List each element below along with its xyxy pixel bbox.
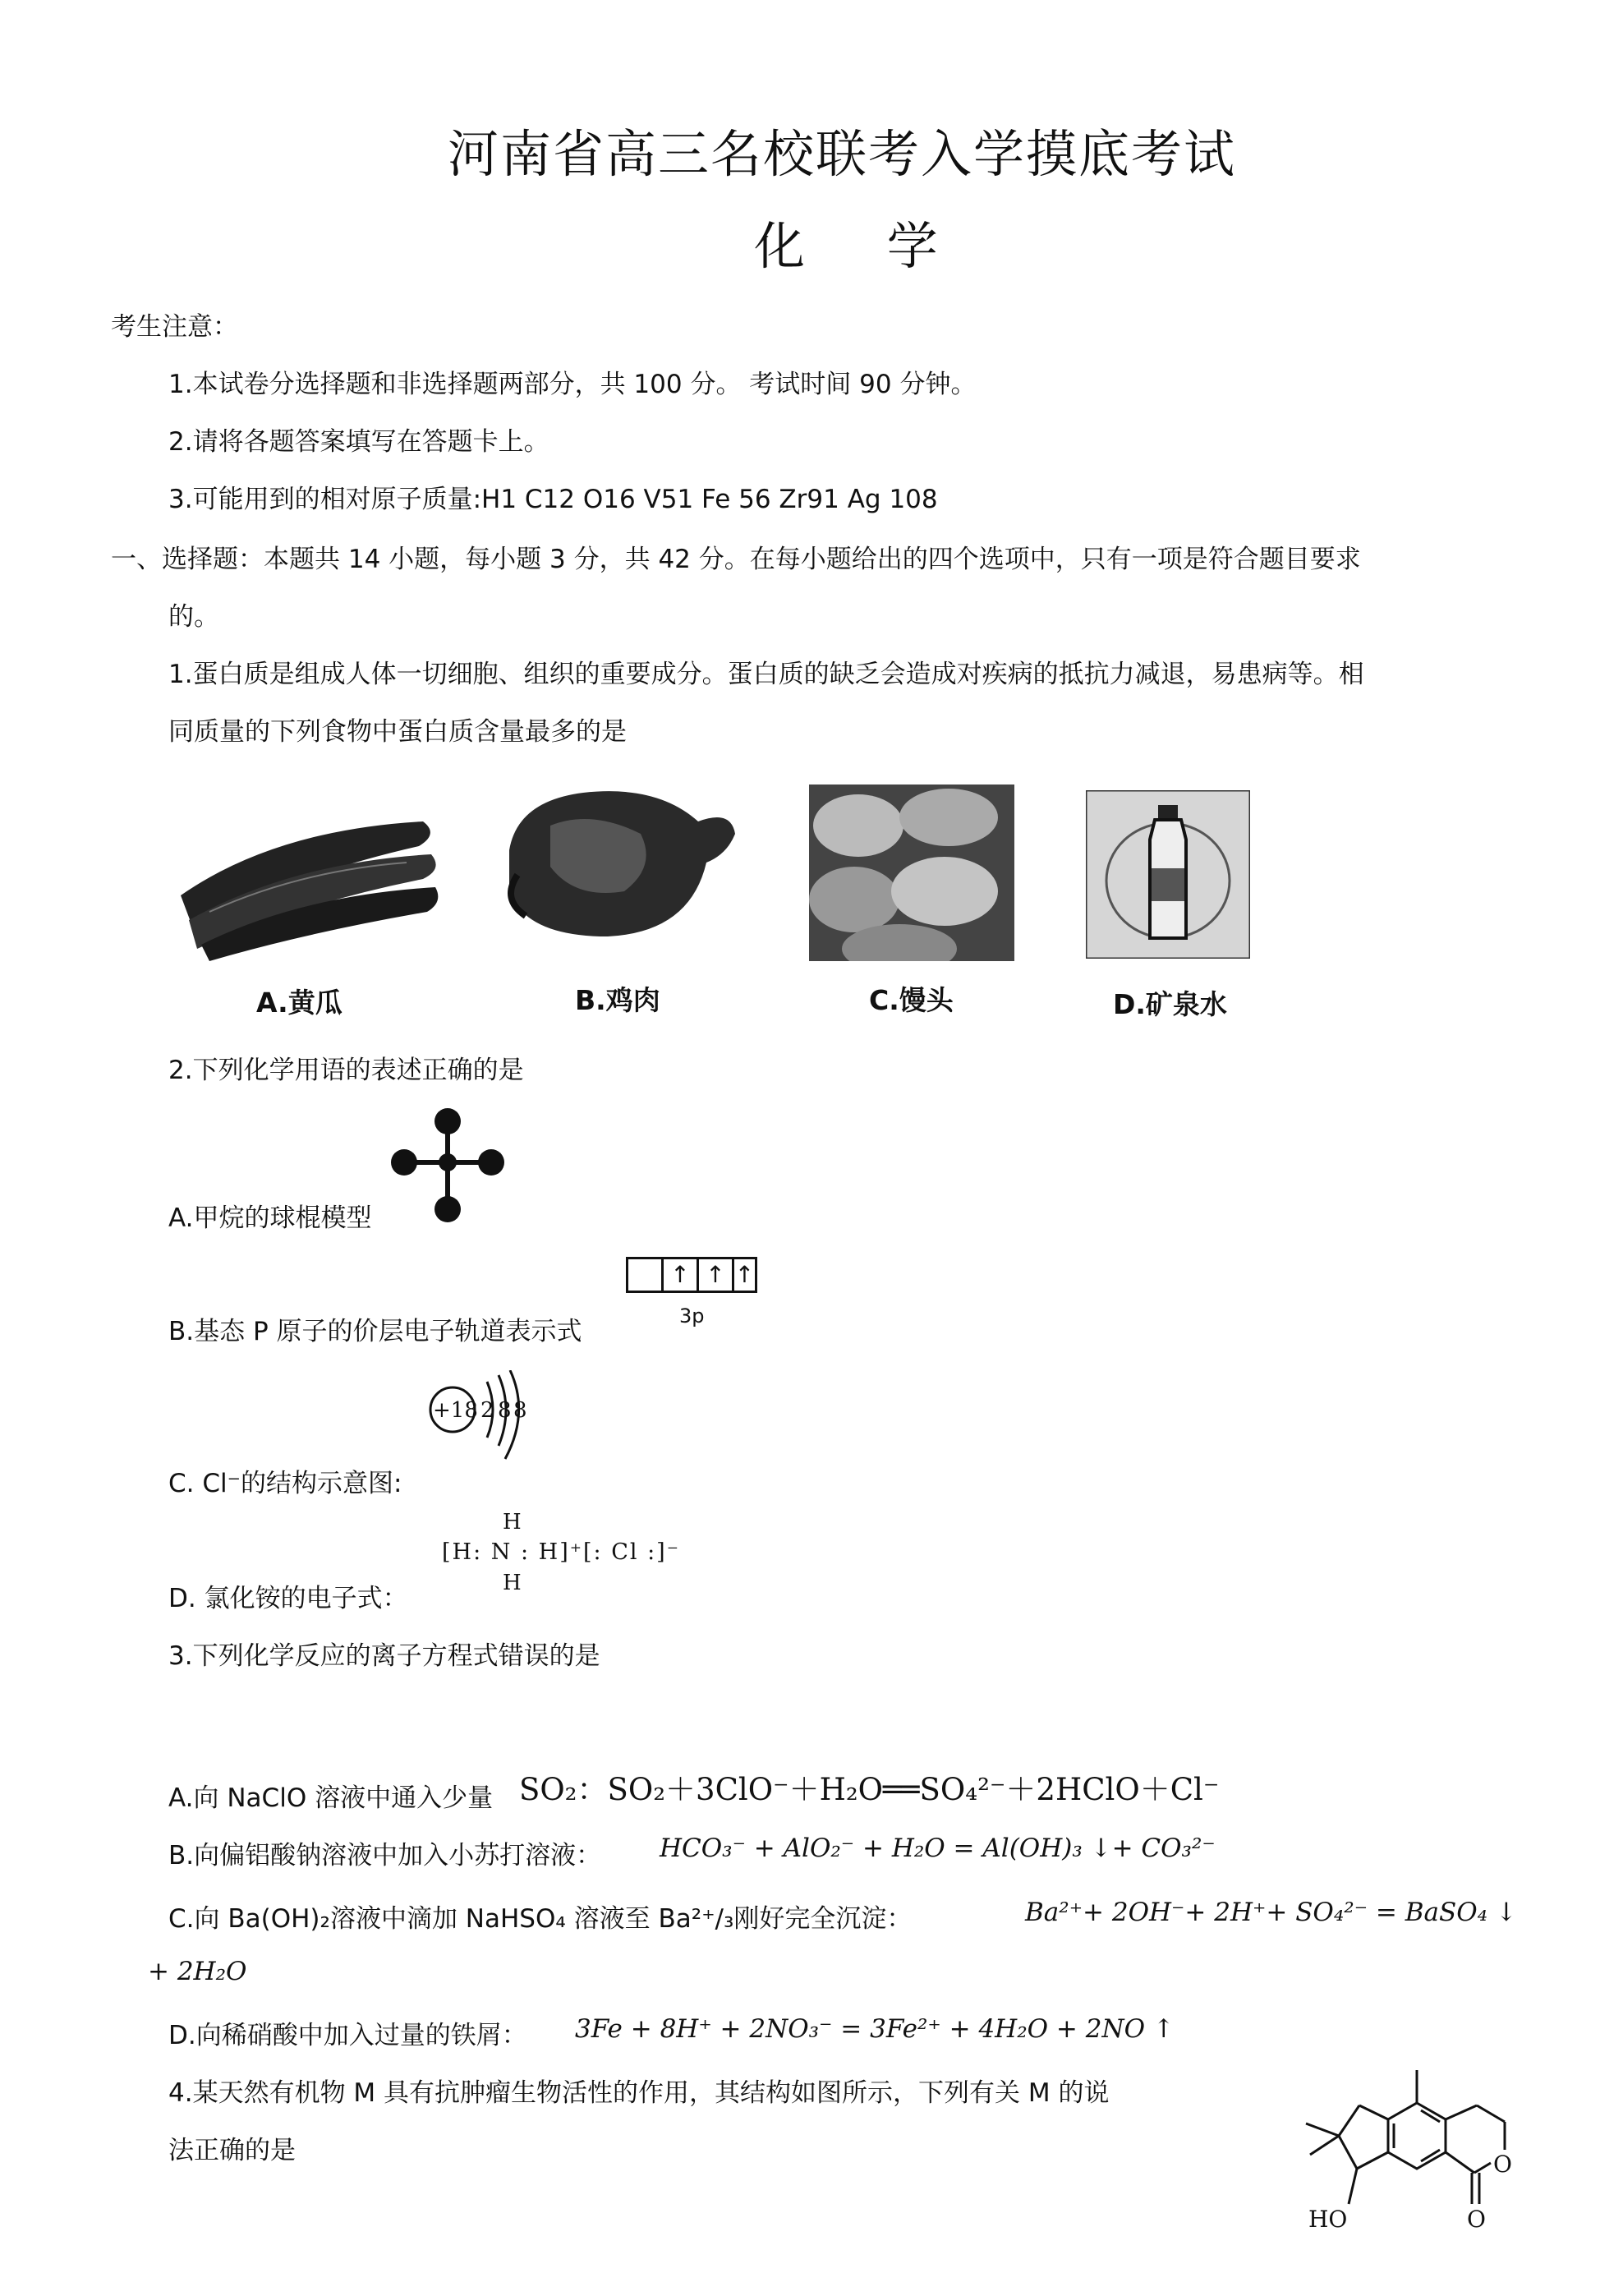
chicken-image <box>493 776 739 945</box>
q2-option-a: A.甲烷的球棍模型 <box>168 1203 372 1233</box>
ring-oxygen-label: O <box>1493 2151 1512 2178</box>
q1-option-c: C.馒头 <box>869 984 954 1016</box>
subject-title: 化 学 <box>754 216 971 276</box>
nucleus-charge: +18 <box>433 1398 478 1423</box>
electron-formula-h-top: H <box>503 1510 522 1535</box>
q1-option-b: B.鸡肉 <box>575 984 660 1016</box>
q2-option-c: C. Cl⁻的结构示意图: <box>168 1469 402 1498</box>
q2-option-b: B.基态 P 原子的价层电子轨道表示式 <box>168 1317 582 1346</box>
q1-option-a: A.黄瓜 <box>256 987 343 1019</box>
q3-option-b-equation: HCO₃⁻ + AlO₂⁻ + H₂O = Al(OH)₃ ↓+ CO₃²⁻ <box>660 1834 1216 1863</box>
q4-stem-line2: 法正确的是 <box>168 2136 296 2165</box>
cucumber-image <box>177 797 448 965</box>
notice-item-2: 2.请将各题答案填写在答题卡上。 <box>168 427 549 457</box>
q2-stem: 2.下列化学用语的表述正确的是 <box>168 1056 524 1085</box>
q1-option-d: D.矿泉水 <box>1113 988 1227 1020</box>
q3-stem: 3.下列化学反应的离子方程式错误的是 <box>168 1641 600 1671</box>
orbital-label: 3p <box>679 1304 705 1327</box>
notice-item-1: 1.本试卷分选择题和非选择题两部分，共 100 分。 考试时间 90 分钟。 <box>168 370 977 399</box>
exam-title: 河南省高三名校联考入学摸底考试 <box>448 124 1237 184</box>
notice-heading: 考生注意： <box>111 312 238 342</box>
q3-option-a-equation: SO₂：SO₂＋3ClO⁻＋H₂O══SO₄²⁻＋2HClO＋Cl⁻ <box>519 1772 1220 1807</box>
hydroxyl-label: HO <box>1308 2206 1348 2233</box>
shell-3-count: 8 <box>513 1398 527 1423</box>
q4-stem-line1: 4.某天然有机物 M 具有抗肿瘤生物活性的作用，其结构如图所示，下列有关 M 的说 <box>168 2078 1110 2108</box>
orbital-arrow-3: ↑ <box>732 1257 757 1293</box>
q3-option-b-text: B.向偏铝酸钠溶液中加入小苏打溶液： <box>168 1841 602 1870</box>
q3-option-a-text: A.向 NaClO 溶液中通入少量 <box>168 1783 494 1813</box>
steamed-bun-image <box>809 785 1014 961</box>
q1-stem-line1: 1.蛋白质是组成人体一切细胞、组织的重要成分。蛋白质的缺乏会造成对疾病的抵抗力减退，易患病等。相 <box>168 660 1364 689</box>
q3-option-d-text: D.向稀硝酸中加入过量的铁屑： <box>168 2021 527 2050</box>
notice-item-3: 3.可能用到的相对原子质量:H1 C12 O16 V51 Fe 56 Zr91 Ag 108 <box>168 485 938 514</box>
q3-option-c-equation-2: + 2H₂O <box>148 1957 247 1986</box>
electron-formula-h-bottom: H <box>503 1571 522 1595</box>
orbital-arrow-1: ↑ <box>661 1257 699 1293</box>
shell-2-count: 8 <box>498 1398 512 1423</box>
section-heading-line2: 的。 <box>168 602 219 632</box>
ammonium-chloride-electron-formula: [H: N : H]⁺[: Cl :]⁻ <box>442 1539 680 1565</box>
methane-ball-stick-model <box>386 1105 509 1228</box>
orbital-arrow-2: ↑ <box>697 1257 734 1293</box>
shell-1-count: 2 <box>480 1398 494 1423</box>
q3-option-c-equation-1: Ba²⁺+ 2OH⁻+ 2H⁺+ SO₄²⁻ = BaSO₄ ↓ <box>1025 1898 1517 1927</box>
q3-option-d-equation: 3Fe + 8H⁺ + 2NO₃⁻ = 3Fe²⁺ + 4H₂O + 2NO ↑ <box>575 2014 1175 2044</box>
q3-option-c-text: C.向 Ba(OH)₂溶液中滴加 NaHSO₄ 溶液至 Ba²⁺/₃刚好完全沉淀： <box>168 1904 913 1934</box>
carbonyl-oxygen-label: O <box>1467 2206 1486 2233</box>
p-orbital-diagram <box>626 1257 757 1306</box>
section-heading-line1: 一、选择题：本题共 14 小题，每小题 3 分，共 42 分。在每小题给出的四个选项中，只有一项是符合题目要求 <box>111 545 1361 574</box>
q1-stem-line2: 同质量的下列食物中蛋白质含量最多的是 <box>168 717 627 747</box>
q2-option-d: D. 氯化铵的电子式： <box>168 1584 408 1613</box>
mineral-water-image <box>1086 790 1250 959</box>
